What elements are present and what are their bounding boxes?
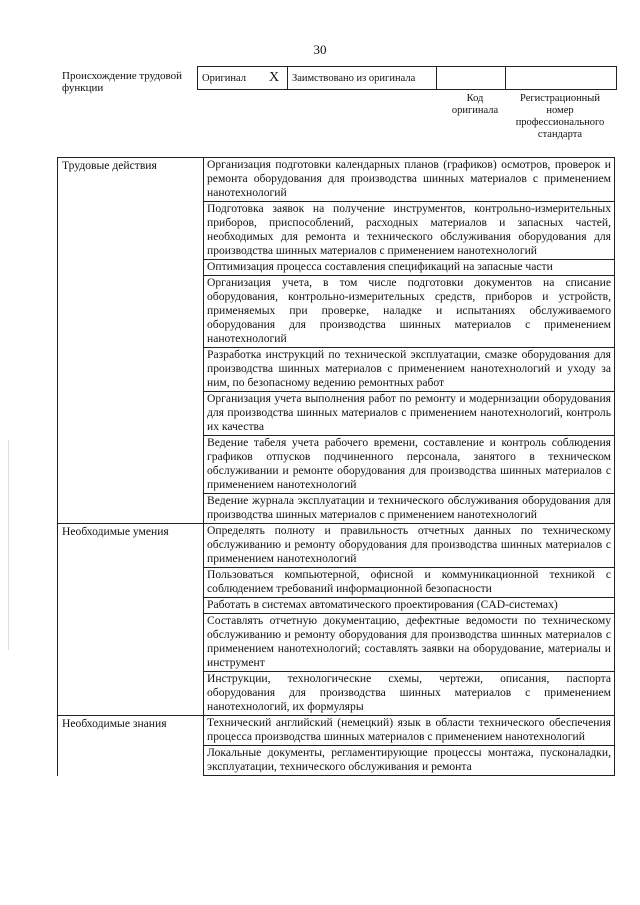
section-item: Организация учета выполнения работ по ремонту и модернизации оборудования для производства шинных материалов с применением нанотехнологий, контроль их качества — [204, 392, 615, 436]
section-item: Разработка инструкций по технической эксплуатации, смазке оборудования для производства шинных материалов с применением нанотехнологий и уходу за ним, по безопасному ведению ремонтных работ — [204, 348, 615, 392]
section-item: Организация подготовки календарных планов (графиков) осмотров, проверок и ремонта оборудования для производства шинных материалов с применением нанотехнологий — [204, 158, 615, 202]
section-item: Организация учета, в том числе подготовки документов на списание оборудования, контрольно-измерительных средств, приборов и устройств, применяемых при проверке, наладке и испытаниях обслуживаемого оборудования для производства шинных материалов с применением нанотехнологий — [204, 276, 615, 348]
section-item: Ведение табеля учета рабочего времени, составление и контроль соблюдения графиков отпусков подчиненного персонала, занятого в техническом обслуживании и ремонте оборудования для производства шинных материалов с применением нанотехнологий — [204, 436, 615, 494]
functions-table-body — [58, 158, 615, 776]
section-item: Работать в системах автоматического проектирования (CAD-системах) — [204, 598, 615, 614]
table-row — [58, 672, 615, 716]
section-item: Оптимизация процесса составления спецификаций на запасные части — [204, 260, 615, 276]
section-item: Технический английский (немецкий) язык в области технического обеспечения процесса производства шинных материалов с применением нанотехнологий — [204, 716, 615, 746]
section-label-cell — [58, 392, 204, 436]
borrowed-cell — [288, 67, 437, 90]
table-row — [58, 158, 615, 202]
section-label-cell — [58, 348, 204, 392]
section-item: Локальные документы, регламентирующие процессы монтажа, пусконаладки, эксплуатации, технического обслуживания и ремонта — [204, 746, 615, 776]
section-label-cell — [58, 260, 204, 276]
section-label-cell — [58, 436, 204, 494]
section-label-cell: Необходимые умения — [58, 524, 204, 568]
section-item: Пользоваться компьютерной, офисной и коммуникационной техникой с соблюдением требований информационной безопасности — [204, 568, 615, 598]
table-row — [58, 436, 615, 494]
table-row — [58, 598, 615, 614]
functions-table — [57, 157, 615, 776]
section-label-cell — [58, 746, 204, 776]
section-item: Составлять отчетную документацию, дефектные ведомости по техническому обслуживанию и ремонту оборудования для производства шинных материалов с применением нанотехнологий; составлять заявки на оборудование, материалы и инструмент — [204, 614, 615, 672]
table-row — [58, 260, 615, 276]
origin-table — [197, 66, 617, 90]
table-row — [58, 716, 615, 746]
original-mark: X — [261, 67, 288, 90]
table-row — [58, 348, 615, 392]
page-number: 30 — [313, 42, 327, 57]
section-label-cell — [58, 598, 204, 614]
section-item: Определять полноту и правильность отчетных данных по техническому обслуживанию и ремонту оборудования для производства шинных материалов с применением нанотехнологий — [204, 524, 615, 568]
original-label: Оригинал — [202, 72, 246, 84]
section-label-cell — [58, 202, 204, 260]
table-row — [58, 524, 615, 568]
original-cell — [198, 67, 262, 90]
table-row — [58, 614, 615, 672]
section-label-cell: Трудовые действия — [58, 158, 204, 202]
table-row — [58, 202, 615, 260]
table-row — [58, 392, 615, 436]
section-label-cell — [58, 494, 204, 524]
reg-number-cell — [506, 67, 617, 90]
section-label-cell — [58, 276, 204, 348]
table-row — [58, 494, 615, 524]
code-cell — [437, 67, 506, 90]
code-caption: Код оригинала — [451, 93, 499, 116]
margin-line — [8, 440, 9, 650]
borrowed-label: Заимствовано из оригинала — [292, 72, 416, 84]
section-item: Ведение журнала эксплуатации и технического обслуживания оборудования для производства шинных материалов с применением нанотехнологий — [204, 494, 615, 524]
section-label-cell — [58, 614, 204, 672]
reg-number-caption: Регистрационный номер профессионального стандарта — [515, 93, 605, 140]
table-row — [58, 746, 615, 776]
table-row — [58, 276, 615, 348]
section-label-cell — [58, 568, 204, 598]
section-item: Инструкции, технологические схемы, чертежи, описания, паспорта оборудования для производства шинных материалов с применением нанотехнологий, их формуляры — [204, 672, 615, 716]
section-item: Подготовка заявок на получение инструментов, контрольно-измерительных приборов, приспособлений, расходных материалов и запасных частей, необходимых для ремонта и технического обслуживания оборудования для производства шинных материалов с применением нанотехнологий — [204, 202, 615, 260]
origin-label: Происхождение трудовой функции — [62, 70, 183, 94]
table-row — [58, 568, 615, 598]
section-label-cell: Необходимые знания — [58, 716, 204, 746]
section-label-cell — [58, 672, 204, 716]
